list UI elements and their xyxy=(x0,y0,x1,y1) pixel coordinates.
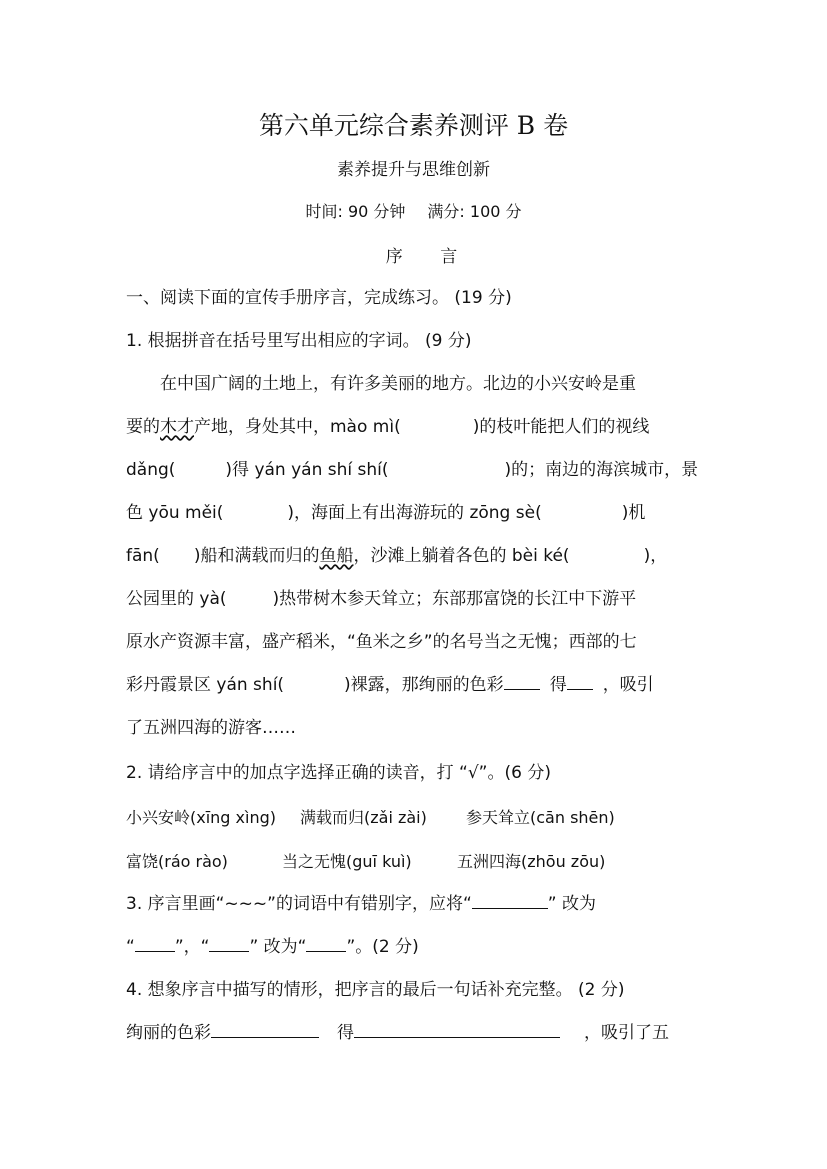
pinyin-option[interactable]: 当之无愧(guī kuì) xyxy=(282,852,412,871)
passage-line: 要的木才产地，身处其中，mào mì( )的枝叶能把人们的视线 xyxy=(126,417,650,437)
pinyin-option[interactable]: 富饶(ráo rào) xyxy=(126,852,228,871)
page-title: 第六单元综合素养测评 B 卷 xyxy=(258,111,569,140)
passage-line: 在中国广阔的土地上，有许多美丽的地方。北边的小兴安岭是重 xyxy=(160,374,636,394)
pinyin-option[interactable]: 参天耸立(cān shēn) xyxy=(466,808,615,827)
preface-heading: 序 言 xyxy=(385,247,474,267)
passage-line: 公园里的 yà( )热带树木参天耸立；东部那富饶的长江中下游平 xyxy=(126,589,637,609)
passage-line: 了五洲四海的游客…… xyxy=(126,718,296,738)
q3-line: “ ”，“ ” 改为“ ”。(2 分) xyxy=(126,937,419,957)
q1-prompt: 1. 根据拼音在括号里写出相应的字词。 (9 分) xyxy=(126,331,472,351)
answer-blank[interactable] xyxy=(135,935,175,952)
q3-line: 3. 序言里画“~~~”的词语中有错别字，应将“ ” 改为 xyxy=(126,894,596,914)
q4-prompt: 4. 想象序言中描写的情形，把序言的最后一句话补充完整。 (2 分) xyxy=(126,980,625,1000)
passage-line: 原水产资源丰富，盛产稻米，“鱼米之乡”的名号当之无愧；西部的七 xyxy=(126,632,637,652)
answer-blank[interactable] xyxy=(504,673,540,690)
passage-line: dǎng( )得 yán yán shí shí( )的；南边的海滨城市，景 xyxy=(126,460,699,480)
q2-prompt: 2. 请给序言中的加点字选择正确的读音，打 “√”。(6 分) xyxy=(126,763,551,783)
pinyin-option[interactable]: 满载而归(zǎi zài) xyxy=(300,808,427,827)
section1-heading: 一、阅读下面的宣传手册序言，完成练习。 (19 分) xyxy=(126,288,512,308)
answer-blank[interactable] xyxy=(306,935,346,952)
time-label: 时间: 90 分钟 xyxy=(305,202,406,221)
wrong-word-mucai: 木才 xyxy=(160,417,194,437)
passage-line: 色 yōu měi( )，海面上有出海游玩的 zōng sè( )机 xyxy=(126,503,646,523)
answer-blank[interactable] xyxy=(472,892,548,909)
passage-line: fān( )船和满载而归的鱼船，沙滩上躺着各色的 bèi ké( )， xyxy=(126,546,668,566)
score-label: 满分: 100 分 xyxy=(427,202,522,221)
answer-blank[interactable] xyxy=(567,673,593,690)
answer-blank[interactable] xyxy=(211,1021,319,1038)
q4-answer-line: 绚丽的色彩 得 ，吸引了五 xyxy=(126,1023,669,1043)
passage-line: 彩丹霞景区 yán shí( )裸露，那绚丽的色彩 得 ，吸引 xyxy=(126,675,654,695)
exam-meta xyxy=(0,199,827,222)
wrong-word-yuchuan: 鱼船 xyxy=(319,546,354,566)
answer-blank[interactable] xyxy=(209,935,249,952)
answer-blank[interactable] xyxy=(354,1021,560,1038)
pinyin-option[interactable]: 五洲四海(zhōu zōu) xyxy=(457,852,606,871)
page-subtitle: 素养提升与思维创新 xyxy=(337,160,490,180)
pinyin-option[interactable]: 小兴安岭(xīng xìng) xyxy=(126,808,276,827)
